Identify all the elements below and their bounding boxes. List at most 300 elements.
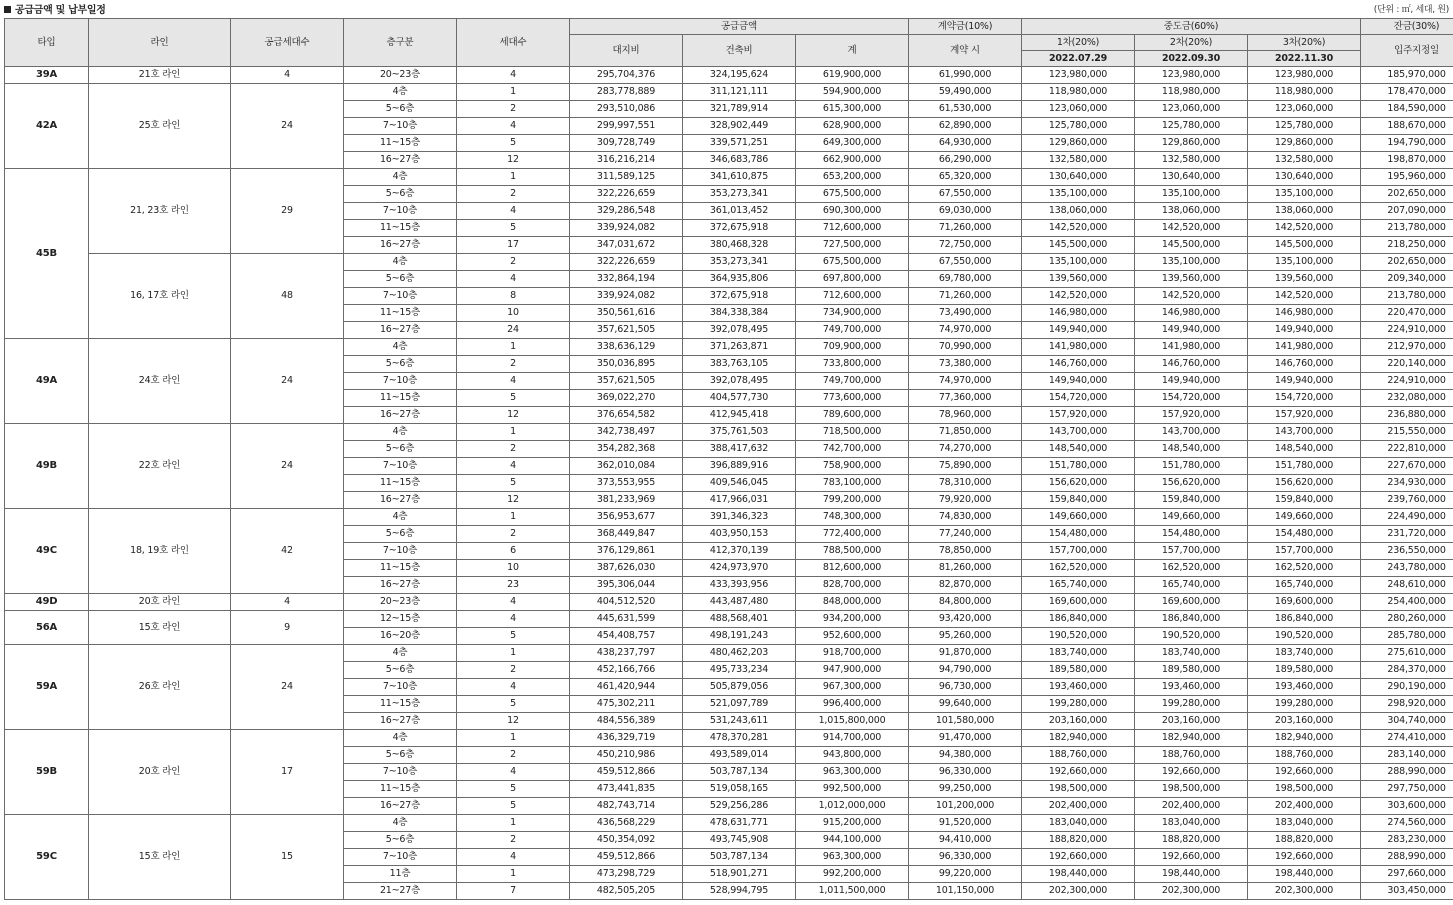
cell-interim-3: 188,820,000 <box>1248 832 1361 849</box>
cell-land: 454,408,757 <box>570 628 683 645</box>
cell-building: 339,571,251 <box>683 135 796 152</box>
cell-land: 347,031,672 <box>570 237 683 254</box>
cell-units: 12 <box>457 407 570 424</box>
cell-total: 734,900,000 <box>796 305 909 322</box>
cell-building: 409,546,045 <box>683 475 796 492</box>
cell-land: 354,282,368 <box>570 441 683 458</box>
cell-contract: 61,990,000 <box>909 67 1022 84</box>
cell-total: 788,500,000 <box>796 543 909 560</box>
cell-balance: 280,260,000 <box>1361 611 1453 628</box>
cell-interim-3: 145,500,000 <box>1248 237 1361 254</box>
cell-units: 23 <box>457 577 570 594</box>
cell-interim-1: 192,660,000 <box>1022 849 1135 866</box>
cell-interim-2: 149,660,000 <box>1135 509 1248 526</box>
cell-interim-1: 192,660,000 <box>1022 764 1135 781</box>
cell-land: 482,743,714 <box>570 798 683 815</box>
cell-contract: 71,260,000 <box>909 220 1022 237</box>
cell-floor: 4층 <box>344 815 457 832</box>
cell-units: 4 <box>457 67 570 84</box>
cell-balance: 283,140,000 <box>1361 747 1453 764</box>
cell-land: 309,728,749 <box>570 135 683 152</box>
cell-contract: 93,420,000 <box>909 611 1022 628</box>
table-row <box>5 509 1453 526</box>
cell-floor: 5~6층 <box>344 747 457 764</box>
cell-units: 5 <box>457 135 570 152</box>
cell-total: 709,900,000 <box>796 339 909 356</box>
cell-floor: 11~15층 <box>344 781 457 798</box>
cell-building: 375,761,503 <box>683 424 796 441</box>
cell-interim-3: 143,700,000 <box>1248 424 1361 441</box>
cell-interim-3: 154,720,000 <box>1248 390 1361 407</box>
cell-total: 758,900,000 <box>796 458 909 475</box>
cell-total: 773,600,000 <box>796 390 909 407</box>
cell-balance: 194,790,000 <box>1361 135 1453 152</box>
cell-interim-2: 189,580,000 <box>1135 662 1248 679</box>
cell-building: 488,568,401 <box>683 611 796 628</box>
cell-balance: 220,140,000 <box>1361 356 1453 373</box>
cell-balance: 212,970,000 <box>1361 339 1453 356</box>
cell-floor: 4층 <box>344 339 457 356</box>
type-cell: 39A <box>5 67 89 84</box>
cell-interim-2: 148,540,000 <box>1135 441 1248 458</box>
cell-interim-3: 142,520,000 <box>1248 288 1361 305</box>
cell-interim-1: 193,460,000 <box>1022 679 1135 696</box>
cell-total: 712,600,000 <box>796 220 909 237</box>
cell-floor: 11~15층 <box>344 560 457 577</box>
cell-interim-1: 151,780,000 <box>1022 458 1135 475</box>
cell-total: 628,900,000 <box>796 118 909 135</box>
cell-land: 322,226,659 <box>570 186 683 203</box>
cell-interim-1: 141,980,000 <box>1022 339 1135 356</box>
header-total: 계 <box>796 35 909 67</box>
cell-interim-1: 118,980,000 <box>1022 84 1135 101</box>
cell-units: 4 <box>457 118 570 135</box>
cell-land: 459,512,866 <box>570 764 683 781</box>
cell-interim-1: 148,540,000 <box>1022 441 1135 458</box>
cell-interim-1: 143,700,000 <box>1022 424 1135 441</box>
cell-balance: 274,560,000 <box>1361 815 1453 832</box>
cell-balance: 222,810,000 <box>1361 441 1453 458</box>
cell-land: 283,778,889 <box>570 84 683 101</box>
cell-floor: 5~6층 <box>344 441 457 458</box>
cell-total: 783,100,000 <box>796 475 909 492</box>
cell-land: 459,512,866 <box>570 849 683 866</box>
cell-units: 4 <box>457 849 570 866</box>
cell-interim-1: 139,560,000 <box>1022 271 1135 288</box>
cell-balance: 231,720,000 <box>1361 526 1453 543</box>
type-cell: 49A <box>5 339 89 424</box>
cell-land: 436,329,719 <box>570 730 683 747</box>
cell-interim-1: 135,100,000 <box>1022 254 1135 271</box>
cell-interim-3: 157,700,000 <box>1248 543 1361 560</box>
type-cell: 49D <box>5 594 89 611</box>
cell-interim-2: 142,520,000 <box>1135 220 1248 237</box>
cell-total: 690,300,000 <box>796 203 909 220</box>
cell-building: 388,417,632 <box>683 441 796 458</box>
cell-units: 4 <box>457 373 570 390</box>
cell-interim-3: 183,740,000 <box>1248 645 1361 662</box>
cell-total: 594,900,000 <box>796 84 909 101</box>
cell-total: 943,800,000 <box>796 747 909 764</box>
cell-floor: 20~23층 <box>344 67 457 84</box>
cell-interim-1: 169,600,000 <box>1022 594 1135 611</box>
cell-units: 4 <box>457 458 570 475</box>
cell-building: 498,191,243 <box>683 628 796 645</box>
cell-balance: 224,910,000 <box>1361 373 1453 390</box>
cell-contract: 78,850,000 <box>909 543 1022 560</box>
type-cell: 59C <box>5 815 89 900</box>
cell-floor: 16~27층 <box>344 577 457 594</box>
cell-land: 450,354,092 <box>570 832 683 849</box>
cell-interim-2: 145,500,000 <box>1135 237 1248 254</box>
cell-interim-2: 141,980,000 <box>1135 339 1248 356</box>
cell-total: 653,200,000 <box>796 169 909 186</box>
cell-units: 4 <box>457 271 570 288</box>
cell-interim-1: 203,160,000 <box>1022 713 1135 730</box>
line-cell: 20호 라인 <box>89 594 231 611</box>
cell-contract: 69,780,000 <box>909 271 1022 288</box>
supply-units-cell: 48 <box>231 254 344 339</box>
cell-interim-1: 154,480,000 <box>1022 526 1135 543</box>
cell-building: 493,745,908 <box>683 832 796 849</box>
cell-contract: 75,890,000 <box>909 458 1022 475</box>
cell-floor: 11~15층 <box>344 475 457 492</box>
cell-contract: 96,330,000 <box>909 849 1022 866</box>
cell-total: 675,500,000 <box>796 186 909 203</box>
cell-floor: 4층 <box>344 730 457 747</box>
cell-interim-1: 149,940,000 <box>1022 373 1135 390</box>
cell-building: 384,338,384 <box>683 305 796 322</box>
cell-land: 339,924,082 <box>570 220 683 237</box>
cell-interim-1: 188,760,000 <box>1022 747 1135 764</box>
cell-interim-3: 130,640,000 <box>1248 169 1361 186</box>
page-title-text: 공급금액 및 납부일정 <box>15 5 106 16</box>
cell-balance: 236,880,000 <box>1361 407 1453 424</box>
cell-units: 1 <box>457 169 570 186</box>
cell-interim-1: 156,620,000 <box>1022 475 1135 492</box>
cell-balance: 178,470,000 <box>1361 84 1453 101</box>
cell-building: 361,013,452 <box>683 203 796 220</box>
cell-total: 675,500,000 <box>796 254 909 271</box>
cell-floor: 7~10층 <box>344 118 457 135</box>
cell-contract: 94,410,000 <box>909 832 1022 849</box>
cell-land: 293,510,086 <box>570 101 683 118</box>
cell-floor: 21~27층 <box>344 883 457 900</box>
square-bullet-icon <box>4 6 11 13</box>
cell-interim-3: 129,860,000 <box>1248 135 1361 152</box>
header-interim-1-date: 2022.07.29 <box>1022 51 1135 67</box>
cell-floor: 7~10층 <box>344 764 457 781</box>
cell-interim-2: 199,280,000 <box>1135 696 1248 713</box>
cell-balance: 303,450,000 <box>1361 883 1453 900</box>
cell-interim-3: 135,100,000 <box>1248 254 1361 271</box>
cell-units: 1 <box>457 645 570 662</box>
cell-floor: 5~6층 <box>344 101 457 118</box>
cell-interim-3: 202,300,000 <box>1248 883 1361 900</box>
cell-contract: 77,240,000 <box>909 526 1022 543</box>
cell-land: 445,631,599 <box>570 611 683 628</box>
cell-land: 387,626,030 <box>570 560 683 577</box>
cell-floor: 11~15층 <box>344 305 457 322</box>
cell-building: 403,950,153 <box>683 526 796 543</box>
cell-contract: 62,890,000 <box>909 118 1022 135</box>
cell-total: 615,300,000 <box>796 101 909 118</box>
cell-contract: 96,330,000 <box>909 764 1022 781</box>
cell-floor: 16~27층 <box>344 407 457 424</box>
cell-interim-1: 135,100,000 <box>1022 186 1135 203</box>
cell-balance: 198,870,000 <box>1361 152 1453 169</box>
cell-building: 433,393,956 <box>683 577 796 594</box>
cell-interim-2: 146,980,000 <box>1135 305 1248 322</box>
cell-interim-2: 165,740,000 <box>1135 577 1248 594</box>
cell-units: 5 <box>457 798 570 815</box>
cell-units: 2 <box>457 747 570 764</box>
cell-contract: 78,310,000 <box>909 475 1022 492</box>
cell-balance: 224,490,000 <box>1361 509 1453 526</box>
cell-interim-1: 142,520,000 <box>1022 288 1135 305</box>
cell-interim-2: 132,580,000 <box>1135 152 1248 169</box>
cell-interim-2: 123,980,000 <box>1135 67 1248 84</box>
cell-interim-2: 183,740,000 <box>1135 645 1248 662</box>
cell-interim-3: 189,580,000 <box>1248 662 1361 679</box>
cell-interim-2: 193,460,000 <box>1135 679 1248 696</box>
cell-building: 412,945,418 <box>683 407 796 424</box>
cell-floor: 20~23층 <box>344 594 457 611</box>
cell-floor: 16~27층 <box>344 322 457 339</box>
cell-land: 368,449,847 <box>570 526 683 543</box>
cell-floor: 4층 <box>344 509 457 526</box>
cell-interim-1: 125,780,000 <box>1022 118 1135 135</box>
cell-contract: 99,220,000 <box>909 866 1022 883</box>
cell-balance: 275,610,000 <box>1361 645 1453 662</box>
cell-interim-2: 130,640,000 <box>1135 169 1248 186</box>
cell-total: 812,600,000 <box>796 560 909 577</box>
cell-floor: 7~10층 <box>344 679 457 696</box>
line-cell: 18, 19호 라인 <box>89 509 231 594</box>
cell-interim-3: 123,980,000 <box>1248 67 1361 84</box>
cell-total: 963,300,000 <box>796 764 909 781</box>
supply-units-cell: 29 <box>231 169 344 254</box>
cell-interim-3: 135,100,000 <box>1248 186 1361 203</box>
cell-interim-2: 154,480,000 <box>1135 526 1248 543</box>
table-row <box>5 424 1453 441</box>
cell-interim-2: 146,760,000 <box>1135 356 1248 373</box>
cell-floor: 4층 <box>344 169 457 186</box>
cell-contract: 101,200,000 <box>909 798 1022 815</box>
cell-floor: 7~10층 <box>344 288 457 305</box>
cell-units: 5 <box>457 628 570 645</box>
header-type: 타입 <box>5 19 89 67</box>
cell-building: 383,763,105 <box>683 356 796 373</box>
cell-building: 353,273,341 <box>683 254 796 271</box>
cell-total: 748,300,000 <box>796 509 909 526</box>
cell-interim-3: 142,520,000 <box>1248 220 1361 237</box>
header-floor: 층구분 <box>344 19 457 67</box>
cell-total: 963,300,000 <box>796 849 909 866</box>
cell-interim-2: 169,600,000 <box>1135 594 1248 611</box>
cell-balance: 185,970,000 <box>1361 67 1453 84</box>
cell-interim-3: 192,660,000 <box>1248 764 1361 781</box>
cell-contract: 91,520,000 <box>909 815 1022 832</box>
cell-interim-2: 151,780,000 <box>1135 458 1248 475</box>
cell-building: 503,787,134 <box>683 849 796 866</box>
cell-units: 12 <box>457 492 570 509</box>
cell-building: 391,346,323 <box>683 509 796 526</box>
cell-balance: 303,600,000 <box>1361 798 1453 815</box>
table-row <box>5 611 1453 628</box>
table-row <box>5 730 1453 747</box>
cell-land: 473,298,729 <box>570 866 683 883</box>
supply-units-cell: 24 <box>231 645 344 730</box>
cell-floor: 4층 <box>344 84 457 101</box>
cell-land: 350,036,895 <box>570 356 683 373</box>
cell-floor: 16~20층 <box>344 628 457 645</box>
cell-interim-2: 129,860,000 <box>1135 135 1248 152</box>
cell-balance: 234,930,000 <box>1361 475 1453 492</box>
cell-interim-1: 149,660,000 <box>1022 509 1135 526</box>
cell-total: 1,015,800,000 <box>796 713 909 730</box>
type-cell: 49B <box>5 424 89 509</box>
supply-units-cell: 24 <box>231 84 344 169</box>
cell-contract: 96,730,000 <box>909 679 1022 696</box>
cell-interim-1: 186,840,000 <box>1022 611 1135 628</box>
cell-interim-3: 192,660,000 <box>1248 849 1361 866</box>
table-body <box>5 67 1453 900</box>
cell-interim-2: 186,840,000 <box>1135 611 1248 628</box>
cell-interim-1: 154,720,000 <box>1022 390 1135 407</box>
cell-units: 1 <box>457 509 570 526</box>
cell-balance: 248,610,000 <box>1361 577 1453 594</box>
cell-total: 649,300,000 <box>796 135 909 152</box>
cell-land: 357,621,505 <box>570 322 683 339</box>
cell-building: 321,789,914 <box>683 101 796 118</box>
cell-interim-1: 182,940,000 <box>1022 730 1135 747</box>
cell-interim-1: 132,580,000 <box>1022 152 1135 169</box>
cell-building: 529,256,286 <box>683 798 796 815</box>
cell-interim-1: 138,060,000 <box>1022 203 1135 220</box>
cell-balance: 209,340,000 <box>1361 271 1453 288</box>
cell-contract: 81,260,000 <box>909 560 1022 577</box>
line-cell: 25호 라인 <box>89 84 231 169</box>
cell-interim-1: 202,300,000 <box>1022 883 1135 900</box>
cell-contract: 67,550,000 <box>909 254 1022 271</box>
cell-balance: 202,650,000 <box>1361 186 1453 203</box>
cell-total: 828,700,000 <box>796 577 909 594</box>
cell-interim-1: 198,500,000 <box>1022 781 1135 798</box>
cell-contract: 61,530,000 <box>909 101 1022 118</box>
cell-total: 992,500,000 <box>796 781 909 798</box>
cell-interim-2: 142,520,000 <box>1135 288 1248 305</box>
cell-interim-3: 199,280,000 <box>1248 696 1361 713</box>
supply-units-cell: 42 <box>231 509 344 594</box>
header-interim-2-date: 2022.09.30 <box>1135 51 1248 67</box>
cell-balance: 290,190,000 <box>1361 679 1453 696</box>
cell-floor: 5~6층 <box>344 526 457 543</box>
cell-contract: 91,870,000 <box>909 645 1022 662</box>
cell-building: 503,787,134 <box>683 764 796 781</box>
cell-building: 328,902,449 <box>683 118 796 135</box>
cell-units: 1 <box>457 424 570 441</box>
cell-interim-3: 193,460,000 <box>1248 679 1361 696</box>
cell-balance: 243,780,000 <box>1361 560 1453 577</box>
cell-interim-1: 146,980,000 <box>1022 305 1135 322</box>
cell-total: 1,012,000,000 <box>796 798 909 815</box>
cell-interim-1: 162,520,000 <box>1022 560 1135 577</box>
cell-land: 376,129,861 <box>570 543 683 560</box>
cell-interim-3: 183,040,000 <box>1248 815 1361 832</box>
table-row <box>5 169 1453 186</box>
cell-balance: 285,780,000 <box>1361 628 1453 645</box>
cell-contract: 91,470,000 <box>909 730 1022 747</box>
cell-total: 772,400,000 <box>796 526 909 543</box>
cell-land: 329,286,548 <box>570 203 683 220</box>
cell-land: 311,589,125 <box>570 169 683 186</box>
cell-contract: 79,920,000 <box>909 492 1022 509</box>
cell-interim-2: 156,620,000 <box>1135 475 1248 492</box>
cell-interim-2: 203,160,000 <box>1135 713 1248 730</box>
cell-contract: 70,990,000 <box>909 339 1022 356</box>
cell-units: 4 <box>457 594 570 611</box>
type-cell: 59A <box>5 645 89 730</box>
cell-building: 505,879,056 <box>683 679 796 696</box>
cell-building: 518,901,271 <box>683 866 796 883</box>
cell-land: 373,553,955 <box>570 475 683 492</box>
cell-floor: 16~27층 <box>344 492 457 509</box>
cell-contract: 84,800,000 <box>909 594 1022 611</box>
cell-interim-1: 202,400,000 <box>1022 798 1135 815</box>
cell-contract: 101,150,000 <box>909 883 1022 900</box>
cell-interim-2: 198,440,000 <box>1135 866 1248 883</box>
cell-total: 848,000,000 <box>796 594 909 611</box>
cell-interim-2: 149,940,000 <box>1135 373 1248 390</box>
cell-floor: 5~6층 <box>344 356 457 373</box>
header-building: 건축비 <box>683 35 796 67</box>
table-row <box>5 339 1453 356</box>
cell-total: 727,500,000 <box>796 237 909 254</box>
cell-building: 372,675,918 <box>683 220 796 237</box>
cell-building: 371,263,871 <box>683 339 796 356</box>
cell-interim-1: 123,060,000 <box>1022 101 1135 118</box>
cell-interim-2: 192,660,000 <box>1135 764 1248 781</box>
table-row <box>5 594 1453 611</box>
cell-building: 404,577,730 <box>683 390 796 407</box>
cell-floor: 11~15층 <box>344 390 457 407</box>
cell-interim-3: 146,980,000 <box>1248 305 1361 322</box>
cell-total: 733,800,000 <box>796 356 909 373</box>
cell-floor: 4층 <box>344 254 457 271</box>
cell-interim-3: 156,620,000 <box>1248 475 1361 492</box>
cell-land: 475,302,211 <box>570 696 683 713</box>
cell-total: 697,800,000 <box>796 271 909 288</box>
cell-interim-3: 149,940,000 <box>1248 322 1361 339</box>
cell-land: 299,997,551 <box>570 118 683 135</box>
cell-interim-3: 188,760,000 <box>1248 747 1361 764</box>
cell-balance: 224,910,000 <box>1361 322 1453 339</box>
top-bar <box>0 0 1453 17</box>
cell-balance: 297,750,000 <box>1361 781 1453 798</box>
cell-interim-2: 154,720,000 <box>1135 390 1248 407</box>
table-row <box>5 84 1453 101</box>
cell-interim-1: 188,820,000 <box>1022 832 1135 849</box>
cell-balance: 195,960,000 <box>1361 169 1453 186</box>
type-cell: 45B <box>5 169 89 339</box>
header-contract: 계약금(10%) <box>909 19 1022 35</box>
cell-interim-2: 198,500,000 <box>1135 781 1248 798</box>
supply-units-cell: 17 <box>231 730 344 815</box>
supply-units-cell: 24 <box>231 424 344 509</box>
cell-units: 2 <box>457 254 570 271</box>
cell-land: 436,568,229 <box>570 815 683 832</box>
